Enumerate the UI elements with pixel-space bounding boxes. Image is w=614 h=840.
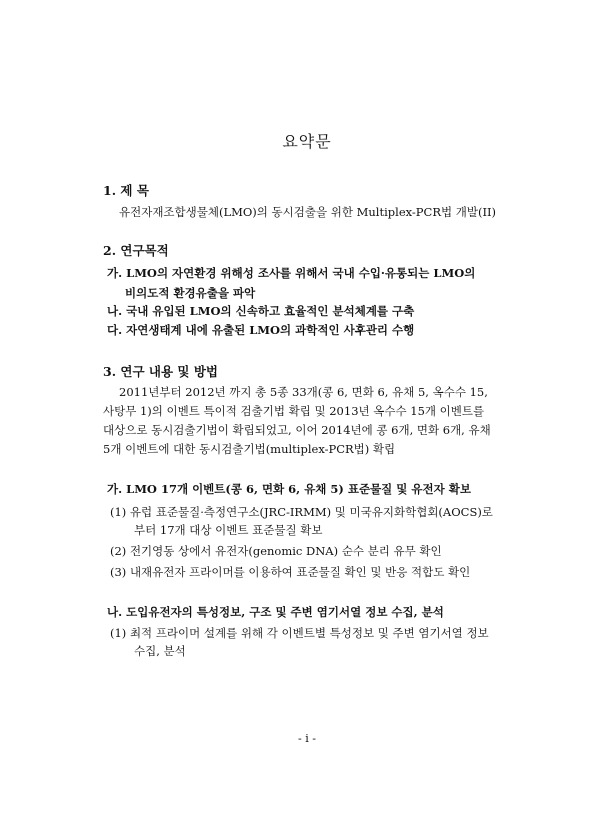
page-number: - i - [298, 732, 316, 745]
section-2-item-a: 가. LMO의 자연환경 위해성 조사를 위해서 국내 수입·유통되는 LMO의 [107, 266, 476, 280]
subsection-a-item-1: (1) 유럽 표준물질·측정연구소(JRC-IRMM) 및 미국유지화학협회(AOCS)로 [110, 505, 493, 519]
paragraph-line-1: 2011년부터 2012년 까지 총 5종 33개(콩 6, 면화 6, 유채 5, 옥수수 15, [119, 385, 488, 399]
subsection-a-item-3: (3) 내재유전자 프라이머를 이용하여 표준물질 확인 및 반응 적합도 확인 [110, 565, 471, 579]
section-2-item-c: 다. 자연생태계 내에 유출된 LMO의 과학적인 사후관리 수행 [107, 323, 415, 337]
section-3-heading: 3. 연구 내용 및 방법 [103, 364, 218, 379]
subsection-a-heading: 가. LMO 17개 이벤트(콩 6, 면화 6, 유채 5) 표준물질 및 유전자 확보 [107, 482, 471, 496]
paragraph-line-2: 사탕무 1)의 이벤트 특이적 검출기법 확립 및 2013년 옥수수 15개 이벤트를 [103, 404, 485, 418]
subsection-b-item-1-cont: 수집, 분석 [134, 644, 186, 658]
subsection-a-item-1-cont: 부터 17개 대상 이벤트 표준물질 확보 [134, 523, 323, 537]
section-3-paragraph [103, 383, 507, 459]
section-2-item-b: 나. 국내 유입된 LMO의 신속하고 효율적인 분석체계를 구축 [107, 304, 415, 318]
page-title: 요약문 [282, 132, 332, 151]
section-2-item-a-cont: 비의도적 환경유출을 파악 [125, 286, 256, 300]
subsection-b-heading: 나. 도입유전자의 특성정보, 구조 및 주변 염기서열 정보 수집, 분석 [107, 605, 444, 619]
paragraph-line-3: 대상으로 동시검출기법이 확립되었고, 이어 2014년에 콩 6개, 면화 6개, 유채 [103, 423, 491, 437]
section-1-text: 유전자재조합생물체(LMO)의 동시검출을 위한 Multiplex-PCR법 개발(II) [119, 205, 497, 219]
section-2-heading: 2. 연구목적 [103, 243, 169, 258]
section-1-heading: 1. 제 목 [103, 183, 149, 198]
subsection-a-item-2: (2) 전기영동 상에서 유전자(genomic DNA) 순수 분리 유무 확인 [110, 544, 442, 558]
subsection-b-item-1: (1) 최적 프라이머 설계를 위해 각 이벤트별 특성정보 및 주변 염기서열 정보 [110, 626, 489, 640]
paragraph-line-4: 5개 이벤트에 대한 동시검출기법(multiplex-PCR법) 확립 [103, 442, 396, 456]
